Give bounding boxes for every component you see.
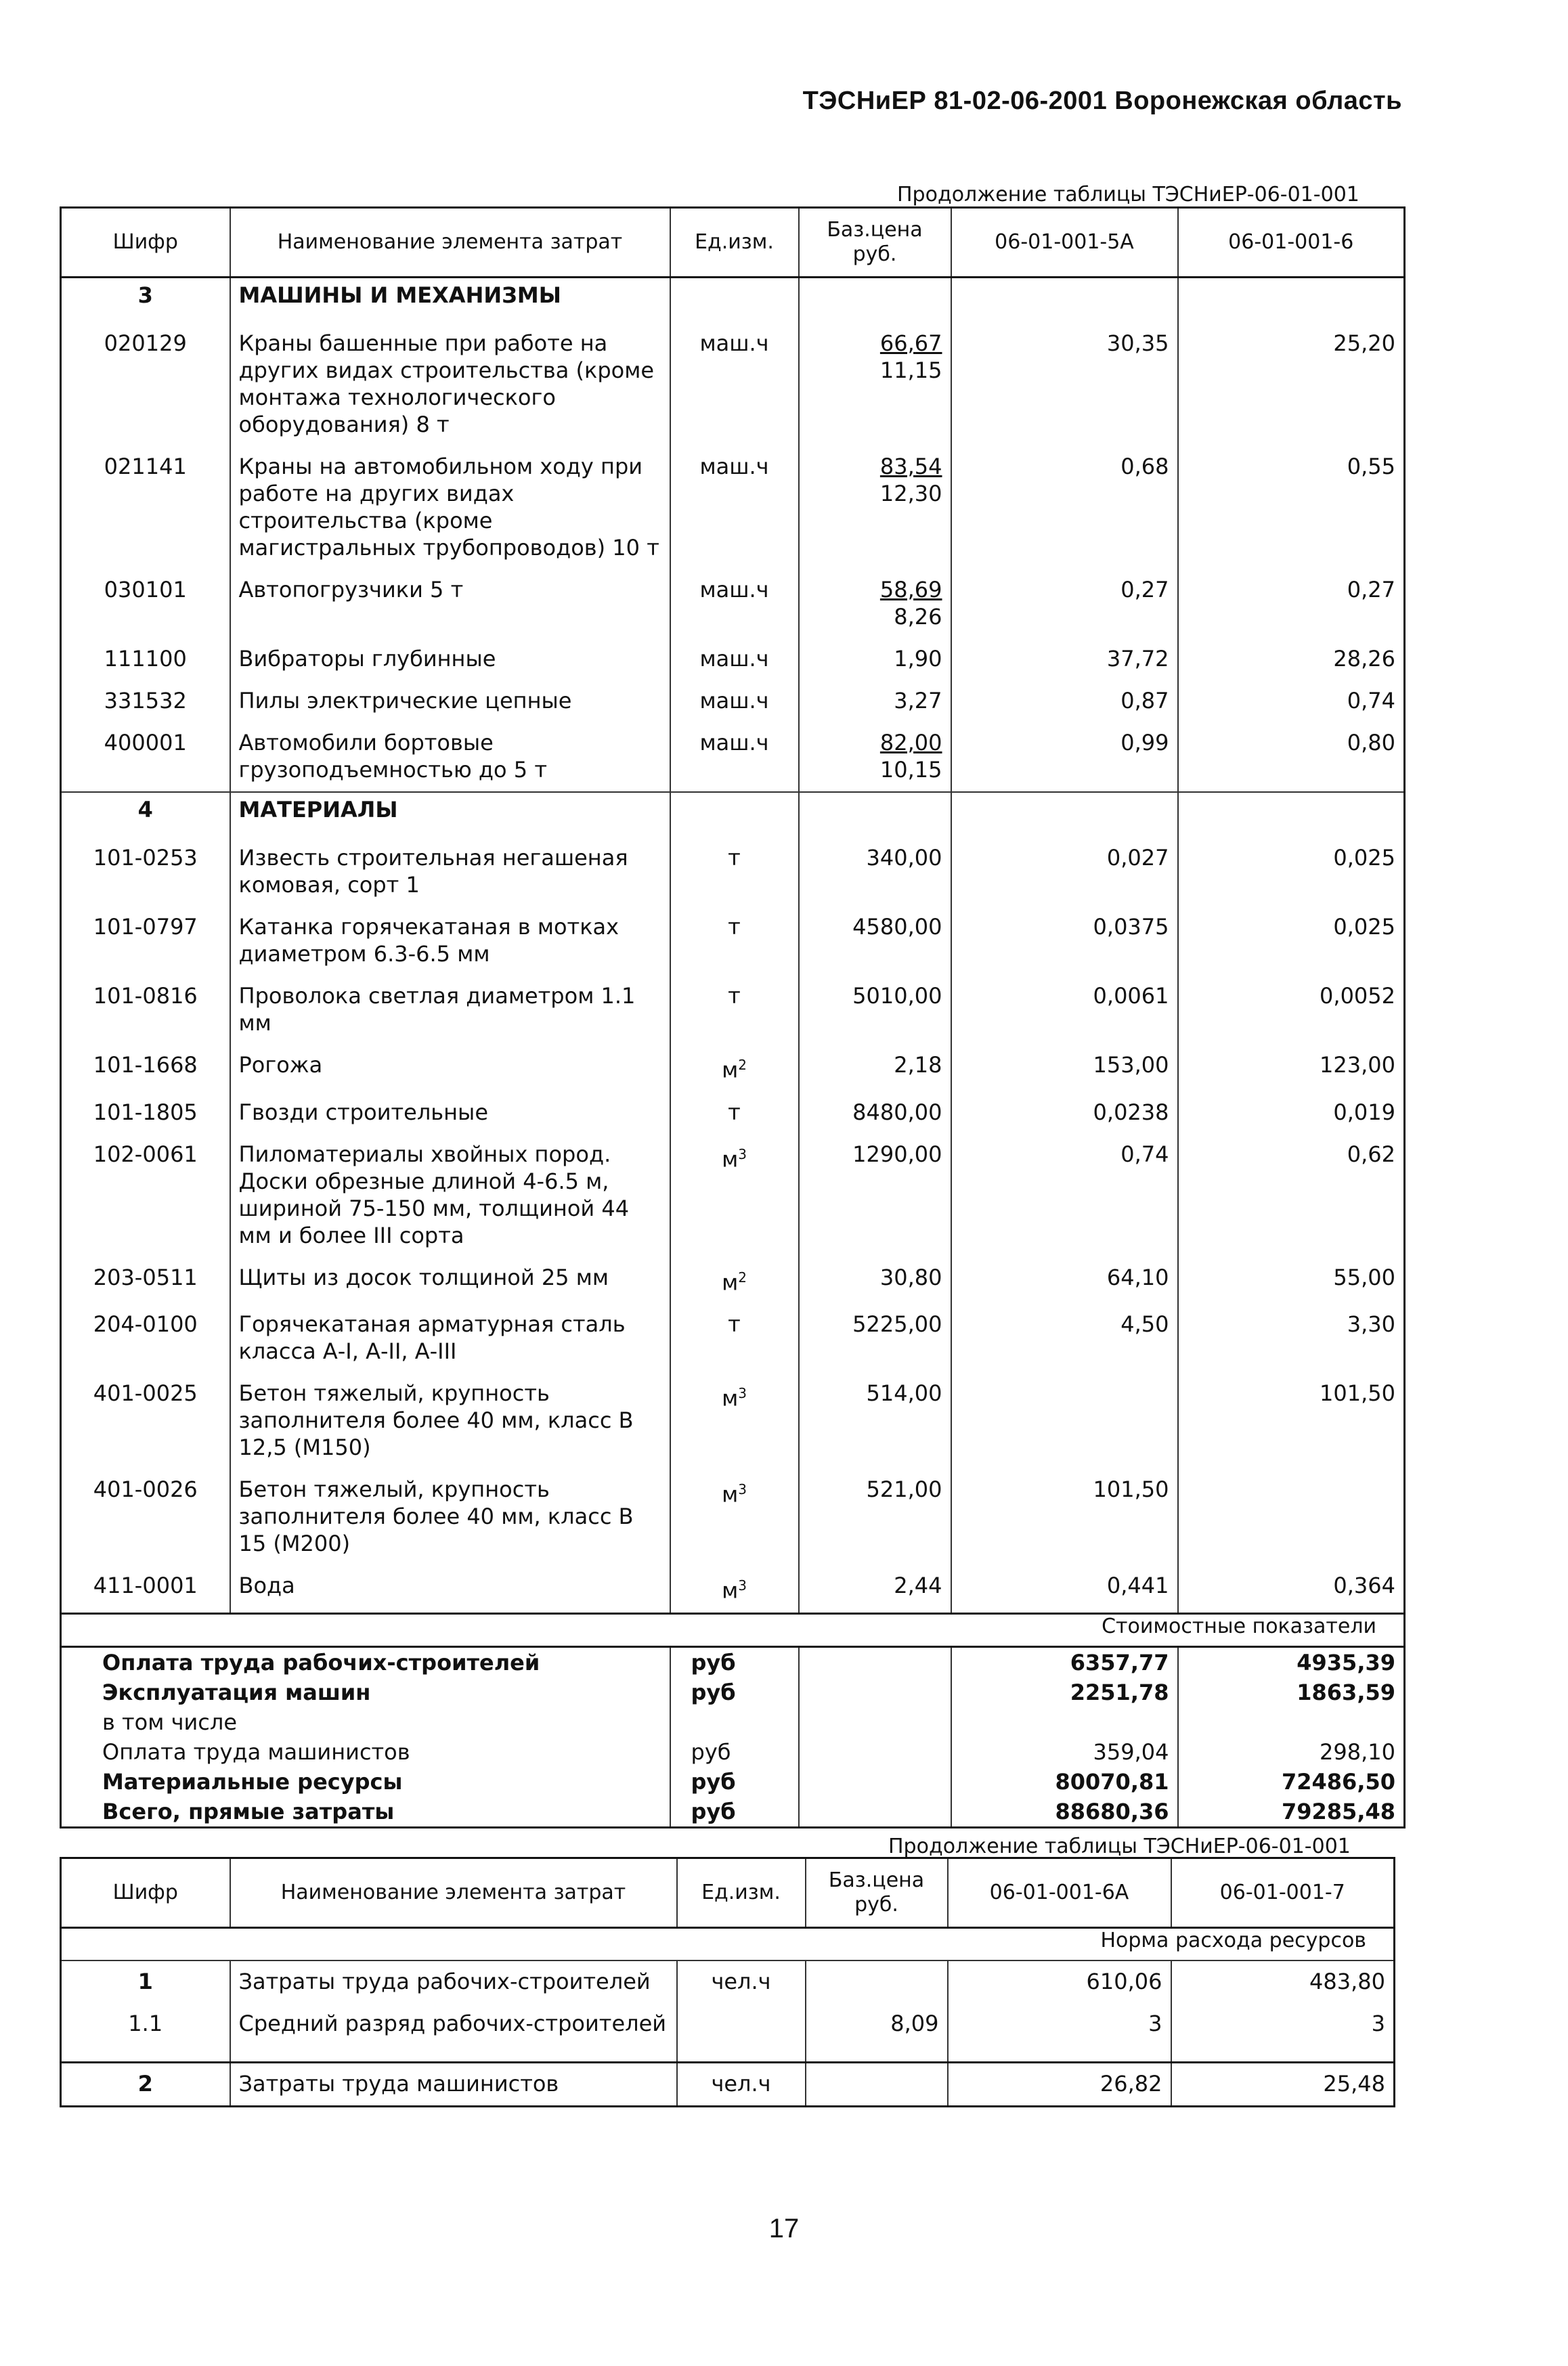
continuation-label-2: Продолжение таблицы ТЭСНиЕР-06-01-001 [888,1835,1351,1858]
value-cell-5a: 0,99 [951,722,1178,792]
value-cell-6: 0,80 [1178,722,1405,792]
totals-row [61,1767,1405,1797]
totals-label: Оплата труда рабочих-строителей [102,1649,540,1675]
value-cell-5a: 64,10 [951,1257,1178,1305]
table-row [61,2063,1395,2107]
value-cell-5a [951,1373,1178,1469]
empty-cell [799,792,951,837]
unit-cell: $м^2$ [670,1257,799,1305]
price-cell: 4580,00 [799,906,951,976]
totals-value-6 [1178,1707,1405,1737]
totals-label: Всего, прямые затраты [102,1798,395,1824]
code-cell: 411-0001 [93,1573,198,1599]
table-row [61,1373,1405,1469]
value-cell-5a: 101,50 [951,1469,1178,1565]
totals-unit: руб [670,1797,799,1828]
table-row [61,2003,1395,2045]
name-cell: Вода [230,1565,670,1613]
name-cell: Горячекатаная арматурная сталь класса А-I, А-II, А-III [230,1304,670,1373]
price-value-secondary: 11,15 [879,357,942,383]
price-cell: 5010,00 [799,976,951,1045]
norm-header: Норма расхода ресурсов [61,1928,1395,1961]
name-cell: Затраты труда машинистов [230,2063,677,2107]
table-row [61,976,1405,1045]
empty-cell [951,792,1178,837]
table-row [61,1045,1405,1092]
value-cell-7: 25,48 [1171,2063,1395,2107]
empty-cell [230,2045,677,2063]
code-cell: 101-1805 [93,1099,198,1125]
totals-value-6: 1863,59 [1178,1678,1405,1707]
unit-exponent: 3 [738,1145,747,1162]
name-cell: Краны на автомобильном ходу при работе на других видах строительства (кроме магистральных трубопроводов) 10 т [230,446,670,569]
value-cell-5a: 0,0375 [951,906,1178,976]
empty-cell [1171,2045,1395,2063]
totals-value-6: 79285,48 [1178,1797,1405,1828]
price-cell: 5225,00 [799,1304,951,1373]
unit-cell: маш.ч [670,722,799,792]
col-header-unit: Ед.изм. [670,208,799,278]
price-cell [799,638,951,680]
price-value: 82,00 [879,730,942,755]
value-cell-5a: 0,441 [951,1565,1178,1613]
price-value: 3,27 [894,688,942,714]
table-row [61,1134,1405,1257]
value-cell-6: 0,364 [1178,1565,1405,1613]
value-cell-5a: 0,0238 [951,1092,1178,1134]
price-cell: 2,44 [799,1565,951,1613]
price-cell [799,680,951,722]
value-cell-6: 28,26 [1178,638,1405,680]
name-cell: Средний разряд рабочих-строителей [230,2003,677,2045]
unit-cell: маш.ч [670,680,799,722]
totals-row [61,1737,1405,1767]
value-cell-5a: 0,027 [951,837,1178,906]
code-cell: 021141 [104,454,187,479]
totals-value-6: 298,10 [1178,1737,1405,1767]
totals-value-5a: 80070,81 [951,1767,1178,1797]
section-title: МАТЕРИАЛЫ [230,792,670,837]
price-value: 58,69 [879,577,942,603]
code-cell: 102-0061 [93,1141,198,1167]
unit-exponent: 3 [738,1385,747,1402]
value-cell-5a: 0,74 [951,1134,1178,1257]
name-cell: Автомобили бортовые грузоподъемностью до 5 т [230,722,670,792]
code-cell: 400001 [104,730,187,755]
table-row [61,446,1405,569]
totals-empty [799,1797,951,1828]
code-cell: 020129 [104,330,187,356]
section-row [61,278,1405,324]
cost-header: Стоимостные показатели [61,1613,1405,1646]
price-cell: 1290,00 [799,1134,951,1257]
totals-empty [799,1767,951,1797]
unit-exponent: 2 [738,1269,747,1286]
price-value-secondary: 10,15 [879,757,942,783]
price-value: 66,67 [879,330,942,356]
section-code: 4 [61,792,230,837]
code-cell: 1 [137,1969,153,1994]
code-cell: 101-1668 [93,1052,198,1078]
continuation-label: Продолжение таблицы ТЭСНиЕР-06-01-001 [897,183,1359,206]
unit-cell: $м^2$ [670,1045,799,1092]
empty-cell [61,2045,230,2063]
table-header-row [61,1858,1395,1928]
code-cell: 101-0816 [93,983,198,1009]
code-cell: 401-0026 [93,1476,198,1503]
table-row [61,1257,1405,1305]
totals-row [61,1646,1405,1678]
table-row [61,837,1405,906]
table-row [61,680,1405,722]
value-cell-6: 0,019 [1178,1092,1405,1134]
value-cell-5a: 0,27 [951,569,1178,638]
table-row [61,1960,1395,2003]
totals-value-5a: 359,04 [951,1737,1178,1767]
totals-value-5a: 88680,36 [951,1797,1178,1828]
code-cell: 1.1 [128,2011,163,2036]
table-row [61,906,1405,976]
section-row [61,792,1405,837]
totals-empty [799,1678,951,1707]
totals-unit: руб [670,1678,799,1707]
code-cell: 030101 [104,577,187,603]
name-cell: Гвозди строительные [230,1092,670,1134]
totals-value-5a [951,1707,1178,1737]
price-cell: 2,18 [799,1045,951,1092]
unit-cell: маш.ч [670,638,799,680]
name-cell: Краны башенные при работе на других видах строительства (кроме монтажа технологического оборудования) 8 т [230,323,670,446]
value-cell-6: 25,20 [1178,323,1405,446]
value-cell-5a: 0,0061 [951,976,1178,1045]
unit-cell: т [670,1304,799,1373]
unit-cell: $м^3$ [670,1373,799,1469]
unit-exponent: 3 [738,1577,747,1594]
unit-cell [677,2003,806,2045]
labor-table [60,1857,1395,2107]
price-cell: 521,00 [799,1469,951,1565]
totals-label: Материальные ресурсы [102,1768,403,1795]
unit-cell: чел.ч [677,1960,806,2003]
value-cell-6: 0,62 [1178,1134,1405,1257]
col-header-code: Шифр [61,1858,230,1928]
unit-exponent: 3 [738,1481,747,1498]
code-cell: 101-0253 [93,845,198,871]
table-row [61,638,1405,680]
totals-value-5a: 2251,78 [951,1678,1178,1707]
price-cell [799,446,951,569]
value-cell-5a: 0,87 [951,680,1178,722]
totals-unit [670,1707,799,1737]
col-header-6a: 06-01-001-6А [948,1858,1171,1928]
name-cell: Пиломатериалы хвойных пород. Доски обрезные длиной 4-6.5 м, шириной 75-150 мм, толщиной 44 мм и более III сорта [230,1134,670,1257]
price-cell: 8,09 [806,2003,948,2045]
value-cell-6a: 26,82 [948,2063,1171,2107]
table-row [61,1092,1405,1134]
name-cell: Затраты труда рабочих-строителей [230,1960,677,2003]
value-cell-6: 3,30 [1178,1304,1405,1373]
name-cell: Пилы электрические цепные [230,680,670,722]
value-cell-7: 3 [1171,2003,1395,2045]
name-cell: Рогожа [230,1045,670,1092]
price-cell: 514,00 [799,1373,951,1469]
empty-cell [948,2045,1171,2063]
unit-cell: $м^3$ [670,1134,799,1257]
price-cell: 340,00 [799,837,951,906]
unit-cell: $м^3$ [670,1565,799,1613]
totals-unit: руб [670,1737,799,1767]
norm-header-row [61,1928,1395,1961]
spacer-row [61,2045,1395,2063]
table-row [61,722,1405,792]
unit-cell: маш.ч [670,569,799,638]
code-cell: 401-0025 [93,1380,198,1407]
value-cell-6: 101,50 [1178,1373,1405,1469]
price-cell [799,569,951,638]
empty-cell [677,2045,806,2063]
col-header-7: 06-01-001-7 [1171,1858,1395,1928]
value-cell-5a: 37,72 [951,638,1178,680]
value-cell-5a: 0,68 [951,446,1178,569]
cost-header-row [61,1613,1405,1646]
value-cell-6a: 3 [948,2003,1171,2045]
code-cell: 203-0511 [93,1264,198,1290]
price-cell [806,1960,948,2003]
totals-row [61,1797,1405,1828]
totals-unit: руб [670,1767,799,1797]
empty-cell [806,2045,948,2063]
value-cell-6 [1178,1469,1405,1565]
value-cell-6: 0,74 [1178,680,1405,722]
price-value: 83,54 [879,454,942,479]
table-row [61,1469,1405,1565]
price-cell [799,722,951,792]
section-title: МАШИНЫ И МЕХАНИЗМЫ [230,278,670,324]
value-cell-6: 123,00 [1178,1045,1405,1092]
section-code: 3 [137,282,153,308]
col-header-name: Наименование элемента затрат [230,208,670,278]
name-cell: Известь строительная негашеная комовая, сорт 1 [230,837,670,906]
table-row [61,1565,1405,1613]
empty-cell [670,792,799,837]
code-cell: 331532 [104,688,187,714]
totals-label: Эксплуатация машин [102,1679,371,1705]
value-cell-6a: 610,06 [948,1960,1171,2003]
col-header-5a: 06-01-001-5А [951,208,1178,278]
unit-cell: маш.ч [670,446,799,569]
code-cell: 204-0100 [93,1311,198,1338]
price-value: 1,90 [894,646,942,672]
value-cell-6: 0,025 [1178,837,1405,906]
price-cell: 30,80 [799,1257,951,1305]
name-cell: Щиты из досок толщиной 25 мм [230,1257,670,1305]
unit-cell: т [670,1092,799,1134]
value-cell-7: 483,80 [1171,1960,1395,2003]
price-value-secondary: 8,26 [894,604,942,630]
col-header-name: Наименование элемента затрат [230,1858,677,1928]
totals-label: в том числе [102,1709,237,1735]
value-cell-6: 0,55 [1178,446,1405,569]
page-header: ТЭСНиЕР 81-02-06-2001 Воронежская область [802,87,1402,115]
price-value-secondary: 12,30 [879,481,942,506]
col-header-price: Баз.цена руб. [799,208,951,278]
totals-row [61,1678,1405,1707]
totals-label: Оплата труда машинистов [102,1738,410,1765]
col-header-price: Баз.цена руб. [806,1858,948,1928]
page-number: 17 [768,2214,800,2243]
table-row [61,1304,1405,1373]
totals-empty [799,1737,951,1767]
price-cell [799,323,951,446]
name-cell: Автопогрузчики 5 т [230,569,670,638]
totals-empty [799,1646,951,1678]
unit-cell: т [670,906,799,976]
code-cell: 2 [61,2063,230,2107]
empty-cell [1178,792,1405,837]
name-cell: Бетон тяжелый, крупность заполнителя более 40 мм, класс В 12,5 (М150) [230,1373,670,1469]
totals-value-5a: 6357,77 [951,1646,1178,1678]
value-cell-6: 0,0052 [1178,976,1405,1045]
unit-cell: т [670,976,799,1045]
totals-value-6: 4935,39 [1178,1646,1405,1678]
table-row [61,569,1405,638]
totals-empty [799,1707,951,1737]
table-row [61,323,1405,446]
unit-cell: $м^3$ [670,1469,799,1565]
value-cell-5a: 153,00 [951,1045,1178,1092]
name-cell: Проволока светлая диаметром 1.1 мм [230,976,670,1045]
totals-value-6: 72486,50 [1178,1767,1405,1797]
code-cell: 101-0797 [93,914,198,940]
totals-row [61,1707,1405,1737]
value-cell-6: 0,27 [1178,569,1405,638]
value-cell-5a: 30,35 [951,323,1178,446]
unit-exponent: 2 [738,1057,747,1073]
name-cell: Вибраторы глубинные [230,638,670,680]
col-header-unit: Ед.изм. [677,1858,806,1928]
col-header-6: 06-01-001-6 [1178,208,1405,278]
totals-unit: руб [670,1646,799,1678]
resources-table [60,206,1406,1828]
code-cell: 111100 [104,646,187,672]
value-cell-6: 55,00 [1178,1257,1405,1305]
unit-cell: т [670,837,799,906]
table-header-row [61,208,1405,278]
col-header-code: Шифр [61,208,230,278]
price-cell: 8480,00 [799,1092,951,1134]
name-cell: Бетон тяжелый, крупность заполнителя более 40 мм, класс В 15 (М200) [230,1469,670,1565]
price-cell [806,2063,948,2107]
unit-cell: маш.ч [670,323,799,446]
value-cell-6: 0,025 [1178,906,1405,976]
value-cell-5a: 4,50 [951,1304,1178,1373]
name-cell: Катанка горячекатаная в мотках диаметром 6.3-6.5 мм [230,906,670,976]
unit-cell: чел.ч [677,2063,806,2107]
